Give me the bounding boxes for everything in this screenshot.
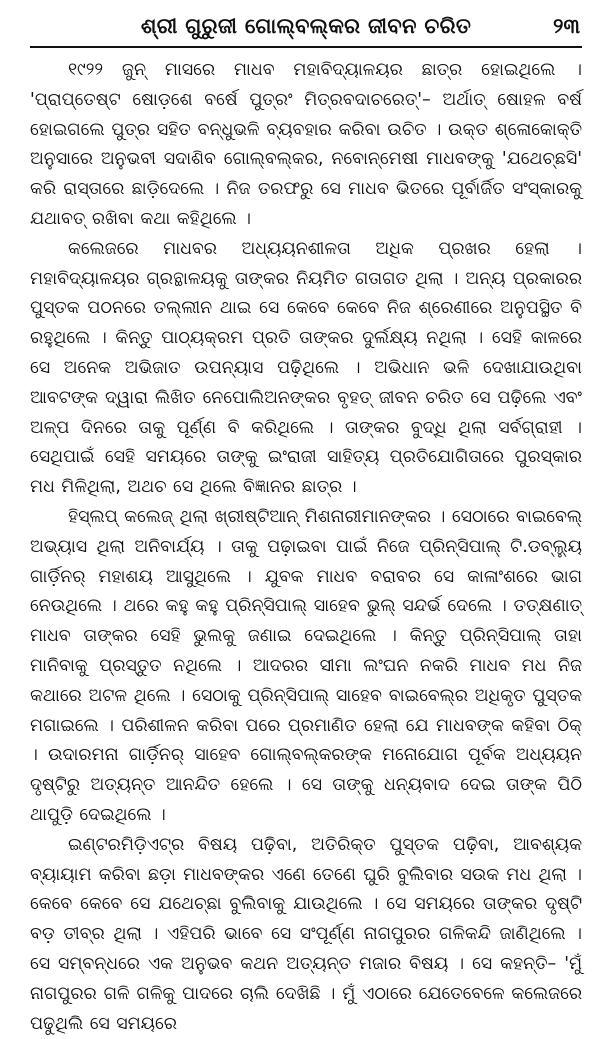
page-body <box>30 56 582 1039</box>
paragraph: କଲେଜରେ ମାଧବର ଅଧ୍ୟୟନଶୀଳତା ଅଧିକ ପ୍ରଖର ହେଲା । ମହାବିଦ୍ୟାଳୟର ଗ୍ରନ୍ଥାଳୟକୁ ତାଙ୍କର ନିୟମିତ ଗତାଗତ ଥିଲା । ଅନ୍ୟ ପ୍ରକାରର ପୁସ୍ତକ ପଠନରେ ତଲ୍ଲୀନ ଥାଇ ସେ କେବେ କେବେ ନିଜ ଶ୍ରେଣୀରେ ଅନୁପସ୍ଥିତ ବି ରହୁଥିଲେ । କିନ୍ତୁ ପାଠ୍ୟକ୍ରମ ପ୍ରତି ତାଙ୍କର ଦୁର୍ଲକ୍ଷ୍ୟ ନଥିଲା । ସେହି କାଳରେ ସେ ଅନେକ ଅଭିଜାତ ଉପନ୍ୟାସ ପଢ଼ିଥିଲେ । ଅଭିଧାନ ଭଳି ଦେଖାଯାଉଥିବା ଆବଟଙ୍କ ଦ୍ୱାରା ଲିଖିତ ନେପୋଲିଅନଙ୍କର ବୃହତ୍ ଜୀବନ ଚରିତ ସେ ପଢ଼ିଲେ ଏବଂ ଅଳ୍ପ ଦିନରେ ତାକୁ ପୂର୍ଣ୍ଣ ବି କରିଥିଲେ । ତାଙ୍କର ବୁଦ୍ଧି ଥିଲା ସର୍ବଗ୍ରାହୀ । ସେଥିପାଇଁ ସେହି ସମୟରେ ତାଙ୍କୁ ଇଂରାଜୀ ସାହିତ୍ୟ ପ୍ରତିଯୋଗିତାରେ ପୁରସ୍କାର ମଧ ମିଳିଥିଲା, ଅଥଚ ସେ ଥିଲେ ବିଜ୍ଞାନର ଛାତ୍ର । <box>30 238 582 498</box>
paragraph: ଇଣ୍ଟରମିଡ଼ିଏଟ୍‌ର ବିଷୟ ପଢ଼ିବା, ଅତିରିକ୍ତ ପୁସ୍ତକ ପଢ଼ିବା, ଆବଶ୍ୟକ ବ୍ୟାୟାମ କରିବା ଛଡ଼ା ମାଧବଙ୍କର ଏଣେ ତେଣେ ଘୁରି ବୁଲିବାର ସଉକ ମଧ ଥିଲା । କେବେ କେବେ ସେ ଯଥେଚ୍ଛା ବୁଲିବାକୁ ଯାଉଥିଲେ । ସେ ସମୟରେ ତାଙ୍କର ଦୃଷ୍ଟି ବଡ଼ ତୀବ୍ର ଥିଲା । ଏହିପରି ଭାବେ ସେ ସଂପୂର୍ଣ୍ଣ ନାଗପୁରର ଗଳିକନ୍ଦି ଜାଣିଥିଲେ । ସେ ସମ୍ବନ୍ଧରେ ଏକ ଅନୁଭବ କଥନ ଅତ୍ୟନ୍ତ ମଜାର ବିଷୟ । ସେ କହନ୍ତି– 'ମୁଁ ନାଗପୁରର ଗଳି ଗଳିକୁ ପାଦରେ ଚାଲି ଦେଖିଛି । ମୁଁ ଏଠାରେ ଯେତେବେଳେ କଲେଜରେ ପଢୁଥିଲି ସେ ସମୟରେ <box>30 834 582 1034</box>
running-header <box>30 10 582 48</box>
paragraph: ୧୯୨୨ ଜୁନ୍ ମାସରେ ମାଧବ ମହାବିଦ୍ୟାଳୟର ଛାତ୍ର ହୋଇଥିଲେ । 'ପ୍ରାପ୍ତେଷ୍ଟ ଷୋଡ଼ଶେ ବର୍ଷେ ପୁତ୍ରଂ ମିତ୍ରବଦାଚରେତ୍'– ଅର୍ଥାତ୍ ଷୋହଳ ବର୍ଷ ହୋଇଗଲେ ପୁତ୍ର ସହିତ ବନ୍ଧୁଭଳି ବ୍ୟବହାର କରିବା ଉଚିତ । ଉକ୍ତ ଶ୍ଳୋକୋକ୍ତି ଅନୁସାରେ ଅନୁଭବୀ ସଦାଶିବ ଗୋଲ୍‌ବଲ୍‌କର, ନବୋନ୍ମେଷୀ ମାଧବଙ୍କୁ 'ଯଥେଚ୍ଛସି' କରି ରାସ୍ତାରେ ଛାଡ଼ିଦେଲେ । ନିଜ ତରଫରୁ ସେ ମାଧବ ଭିତରେ ପୂର୍ବାର୍ଜିତ ସଂସ୍କାରକୁ ଯଥାବତ୍ ରଖିବା କଥା କହିଥିଲେ । <box>30 60 582 229</box>
running-title: ଶ୍ରୀ ଗୁରୁଜୀ ଗୋଲ୍‌ବଲ୍‌କର ଜୀବନ ଚରିତ <box>140 14 472 38</box>
page-number: ୨୩ <box>553 14 580 38</box>
paragraph: ହିସ୍‌ଲପ୍ କଲେଜ୍ ଥିଲା ଖ୍ରୀଷ୍ଟିଆନ୍ ମିଶନାରୀମାନଙ୍କର । ସେଠାରେ ବାଇବେଲ୍ ଅଭ୍ୟାସ ଥିଲା ଅନିବାର୍ଯ୍ୟ । ତାକୁ ପଢ଼ାଇବା ପାଇଁ ନିଜେ ପ୍ରିନ୍‌ସିପାଲ୍ ଟି.ଡବ୍ଲ୍ୟୁ ଗାର୍ଡ଼ିନର୍ ମହାଶୟ ଆସୁଥିଲେ । ଯୁବକ ମାଧବ ବରାବର ସେ କାଳାଂଶରେ ଭାଗ ନେଉଥିଲେ । ଥରେ କହୁ କହୁ ପ୍ରିନ୍‌ସିପାଲ୍ ସାହେବ ଭୁଲ୍ ସନ୍ଦର୍ଭ ଦେଲେ । ତତ୍‌କ୍ଷଣାତ୍ ମାଧବ ତାଙ୍କର ସେହି ଭୁଲକୁ ଜଣାଇ ଦେଇଥିଲେ । କିନ୍ତୁ ପ୍ରିନ୍‌ସିପାଲ୍ ତାହା ମାନିବାକୁ ପ୍ରସ୍ତୁତ ନଥିଲେ । ଆଦରର ସୀମା ଲଂଘନ ନକରି ମାଧବ ମଧ ନିଜ କଥାରେ ଅଟଳ ଥିଲେ । ସେଠାକୁ ପ୍ରିନ୍‌ସିପାଲ୍ ସାହେବ ବାଇବେଲ୍‌ର ଅଧିକୃତ ପୁସ୍ତକ ମଗାଇଲେ । ପରିଶୀଳନ କରିବା ପରେ ପ୍ରମାଣିତ ହେଲା ଯେ ମାଧବଙ୍କ କହିବା ଠିକ୍ । ଉଦାରମନା ଗାର୍ଡ଼ିନର୍ ସାହେବ ଗୋଲ୍‌ବଲ୍‌କରଙ୍କ ମନୋଯୋଗ ପୂର୍ବକ ଅଧ୍ୟୟନ ଦୃଷ୍ଟିରୁ ଅତ୍ୟନ୍ତ ଆନନ୍ଦିତ ହେଲେ । ସେ ତାଙ୍କୁ ଧନ୍ୟବାଦ ଦେଇ ତାଙ୍କ ପିଠି ଥାପୁଡ଼ି ଦେଇଥିଲେ । <box>30 506 582 825</box>
